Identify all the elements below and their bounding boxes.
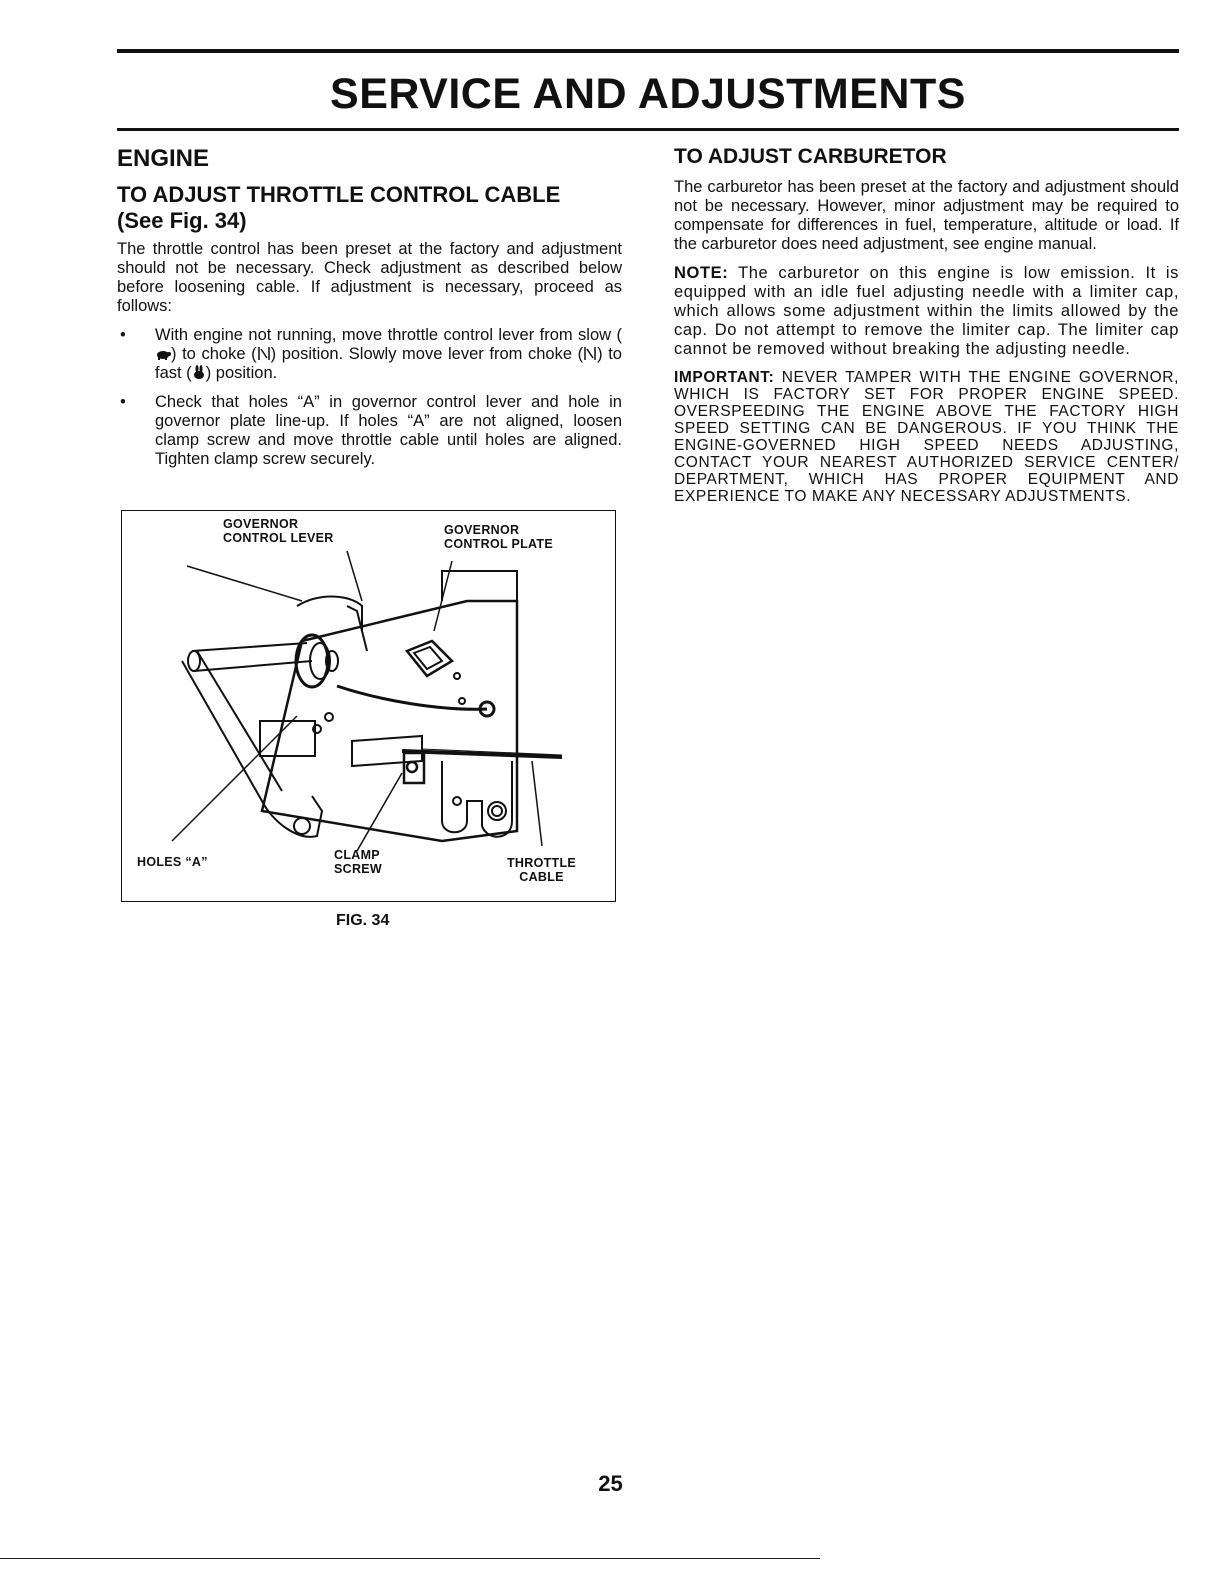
bullet-dot: • (120, 326, 126, 344)
governor-assembly-drawing (122, 511, 617, 903)
important-text: NEVER TAMPER WITH THE ENGINE GOVERNOR, WHICH IS FACTORY SET FOR PROPER ENGINE SPEED. OVERSPEEDING THE ENGINE ABOVE THE FACTORY HIGH SPEED SETTING CAN BE DANGEROUS. IF YOU THINK THE ENGINE-GOVERNED HIGH SPEED NEEDS ADJUSTING, CONTACT YOUR NEAREST AUTHORIZED SERVICE CENTER/ DEPARTMENT, WHICH HAS PROPER EQUIPMENT AND EXPERIENCE TO MAKE ANY NECESSARY ADJUSTMENTS. (674, 369, 1179, 505)
turtle-icon (155, 348, 171, 360)
choke-icon (257, 346, 271, 361)
throttle-steps-list (117, 326, 622, 469)
note-text: The carburetor on this engine is low emission. It is equipped with an idle fuel adjusting needle with a limiter cap, which allows some adjustment within the limits allowed by the cap. Do not attempt to remove the limiter cap. The limiter cap cannot be removed without breaking the adjusting needle. (674, 264, 1179, 358)
label-line: THROTTLE (507, 856, 577, 870)
subsection-heading-line1: TO ADJUST THROTTLE CONTROL CABLE (117, 182, 561, 207)
step1-text-b: ) to choke ( (171, 345, 257, 363)
note-label: NOTE: (674, 264, 729, 282)
subsection-heading-throttle (117, 182, 622, 234)
choke-icon (583, 346, 597, 361)
label-holes-a: HOLES “A” (137, 855, 208, 869)
section-heading-carburetor: TO ADJUST CARBURETOR (674, 145, 947, 168)
figure-caption: FIG. 34 (336, 912, 390, 929)
label-clamp-screw (334, 848, 382, 876)
label-line: CONTROL LEVER (223, 531, 334, 545)
label-line: SCREW (334, 862, 383, 876)
page-number: 25 (598, 1471, 623, 1496)
page-title: SERVICE AND ADJUSTMENTS (330, 70, 966, 118)
label-governor-control-lever (223, 517, 334, 545)
figure-34-box (121, 510, 616, 902)
label-line: CABLE (519, 870, 564, 884)
label-throttle-cable (507, 856, 576, 884)
bullet-dot: • (120, 393, 126, 411)
subsection-heading-line2: (See Fig. 34) (117, 208, 247, 233)
throttle-intro-paragraph: The throttle control has been preset at the factory and adjustment should not be necessary. Check adjustment as described below before loosening cable. If adjustment is necessary, proceed as follows: (117, 240, 622, 315)
bottom-edge-line (0, 1558, 820, 1559)
left-column (117, 144, 622, 479)
rabbit-icon (192, 365, 206, 380)
note-paragraph (674, 264, 1179, 359)
important-paragraph (674, 369, 1179, 505)
step1-text-d: ) to fast ( (155, 345, 622, 382)
label-line: CONTROL PLATE (444, 537, 553, 551)
carburetor-paragraph: The carburetor has been preset at the factory and adjustment should not be necessary. However, minor adjustment may be required to compensate for differences in fuel, temperature, altitude or load. If the carburetor does need adjustment, see engine manual. (674, 178, 1179, 253)
section-heading-engine: ENGINE (117, 145, 210, 172)
important-label: IMPORTANT: (674, 369, 775, 386)
label-governor-control-plate (444, 523, 553, 551)
label-line: CLAMP (334, 848, 380, 862)
list-item (117, 393, 622, 469)
header-rule-top (117, 49, 1179, 53)
header-rule-bottom (117, 128, 1179, 131)
label-line: GOVERNOR (444, 523, 520, 537)
right-column (674, 144, 1179, 515)
step1-text-a: With engine not running, move throttle control lever from slow ( (155, 326, 622, 344)
label-line: GOVERNOR (223, 517, 299, 531)
step1-text-e: ) position. (205, 364, 278, 382)
step1-text-c: ) position. Slowly move lever from choke ( (270, 345, 584, 363)
step2-text: Check that holes “A” in governor control lever and hole in governor plate line-up. If holes “A” are not aligned, loosen clamp screw and move throttle cable until holes are aligned. Tighten clamp screw securely. (155, 393, 622, 468)
list-item (117, 326, 622, 383)
